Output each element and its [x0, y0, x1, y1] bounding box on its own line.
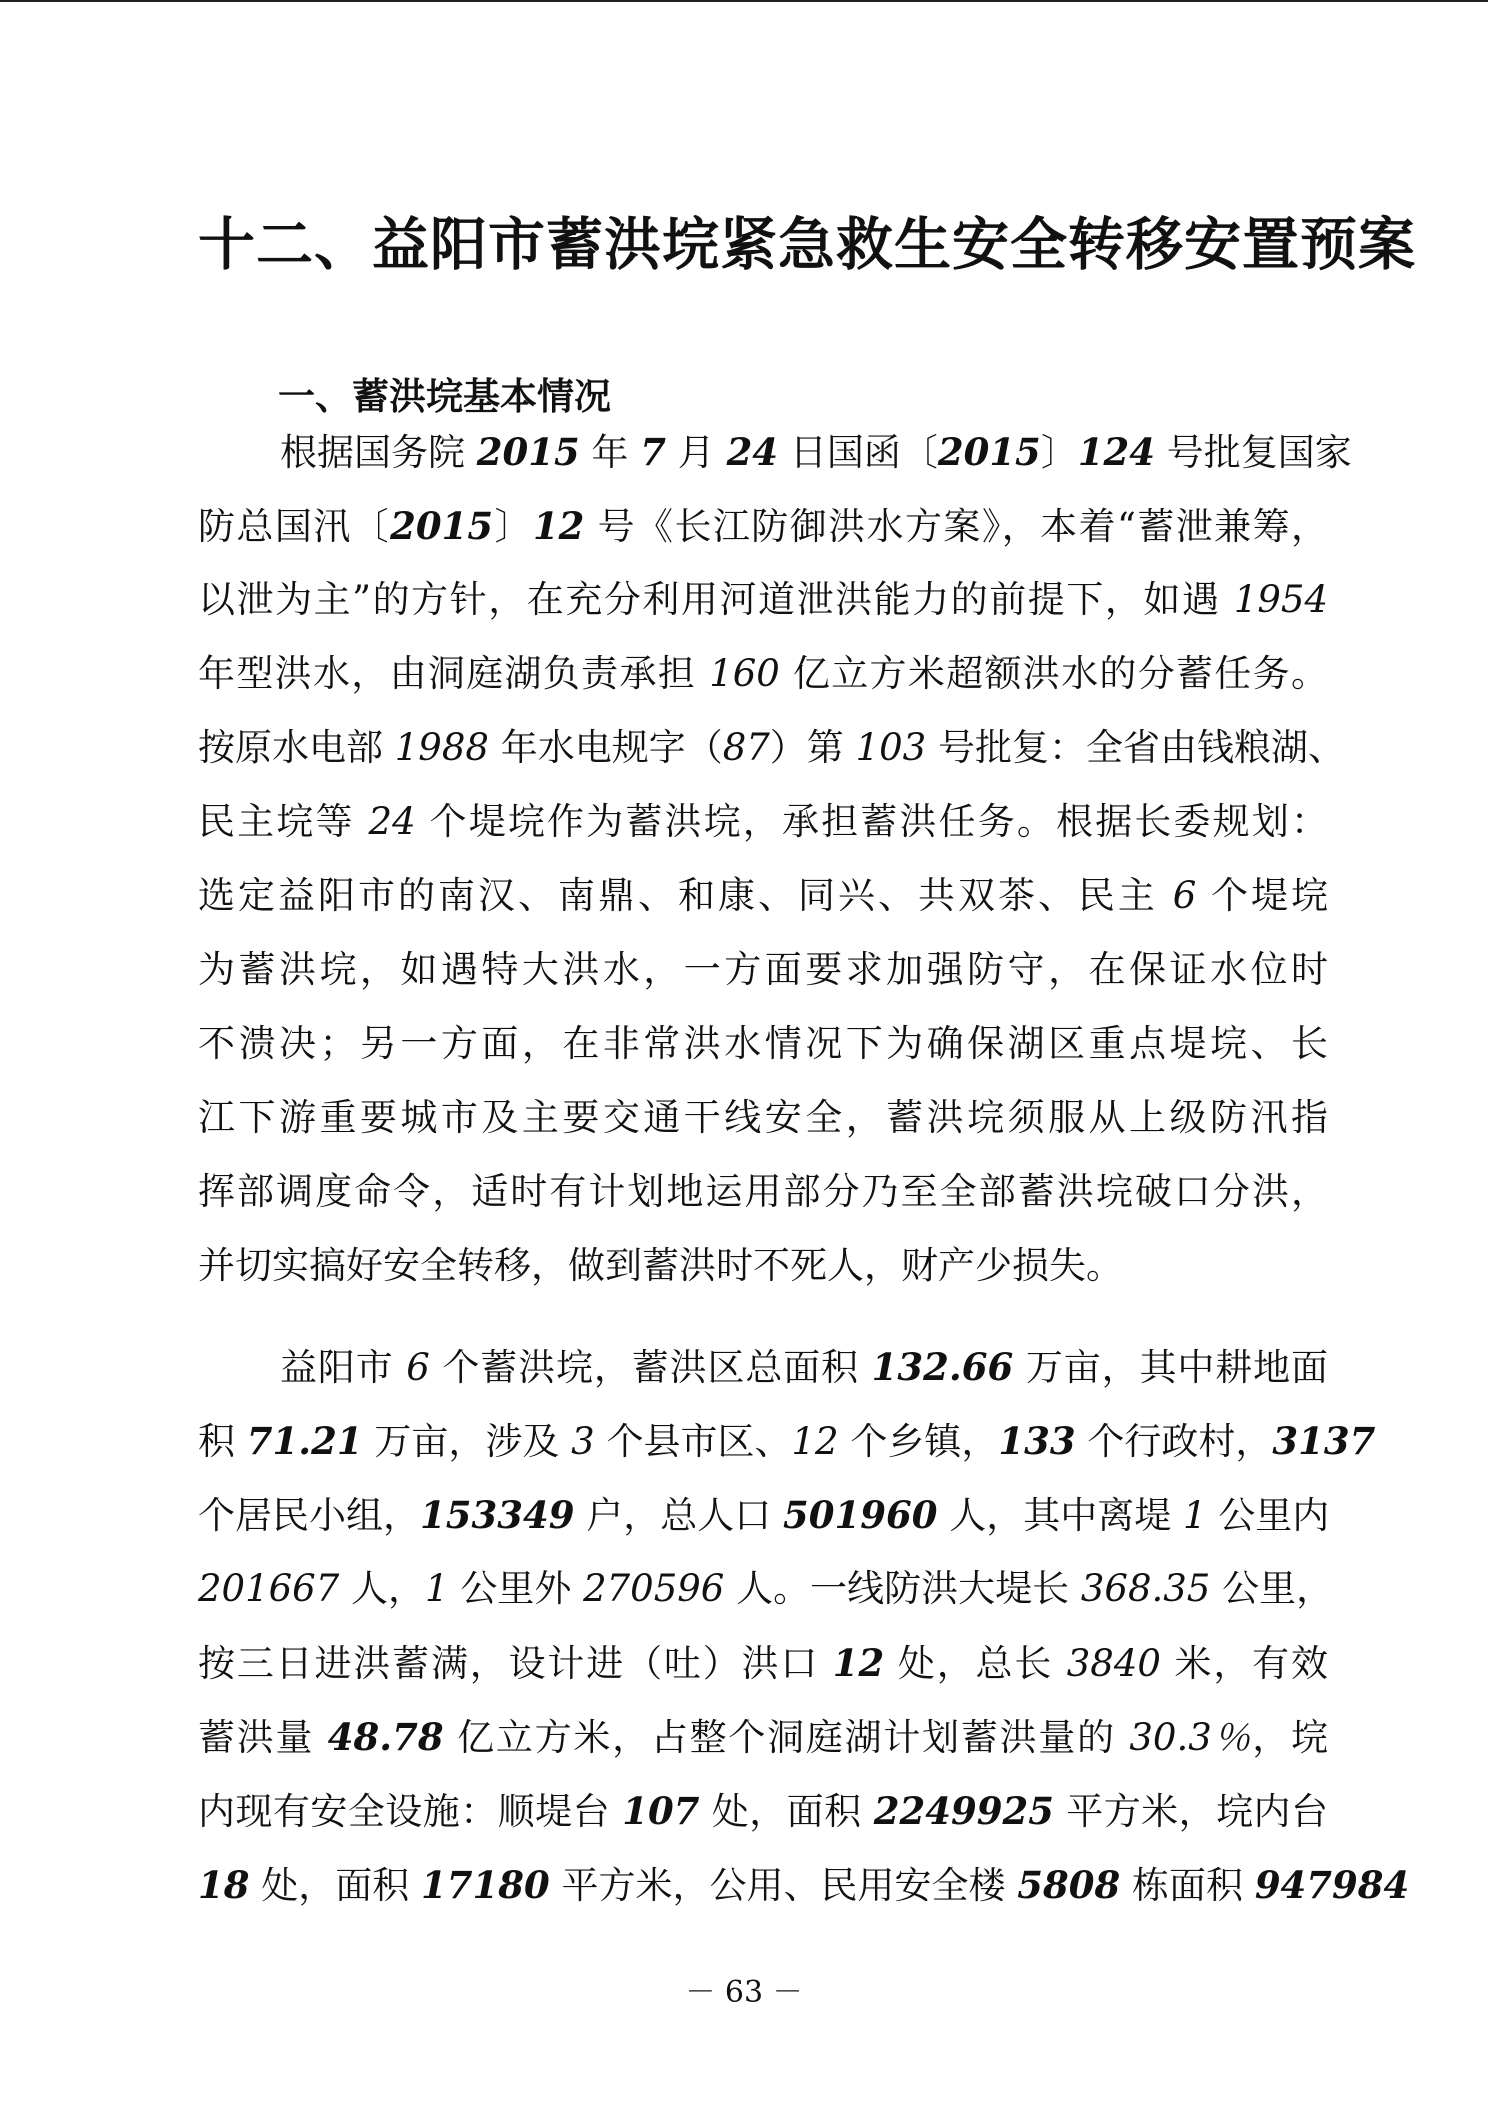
- text-run: 栋面积: [1120, 1864, 1255, 1907]
- text-line: [198, 1552, 1334, 1626]
- number-run: 132.66: [871, 1345, 1014, 1389]
- text-line: [198, 1330, 1328, 1404]
- text-line: [198, 1700, 1328, 1774]
- text-run: 民主垸等: [198, 800, 369, 843]
- number-run: 12: [832, 1641, 885, 1685]
- text-run: 万亩，涉及: [362, 1420, 572, 1463]
- text-run: 益阳市: [280, 1346, 407, 1389]
- text-line: [198, 1774, 1328, 1848]
- text-run: 人，其中离堤: [937, 1494, 1183, 1537]
- number-run: 12: [791, 1420, 839, 1463]
- text-run: 平方米，公用、民用安全楼: [549, 1864, 1018, 1907]
- text-line: [198, 1478, 1328, 1552]
- text-run: 根据国务院: [280, 431, 477, 474]
- text-run: 个居民小组，: [198, 1494, 420, 1537]
- number-run: 2015: [937, 430, 1041, 474]
- text-run: 米，有效: [1160, 1642, 1328, 1685]
- text-run: ）第: [769, 726, 856, 769]
- text-run: 亿立方米超额洪水的分蓄任务。: [779, 652, 1328, 695]
- number-run: 7: [640, 430, 667, 474]
- text-run: 号批复：全省由钱粮湖、: [926, 726, 1345, 769]
- number-run: 153349: [420, 1493, 575, 1537]
- text-run: 平方米，垸内台: [1054, 1790, 1328, 1833]
- text-line: [198, 711, 1345, 785]
- text-run: 挥部调度命令，适时有计划地运用部分乃至全部蓄洪垸破口分洪，: [198, 1170, 1328, 1213]
- text-run: ，垸: [1252, 1716, 1329, 1759]
- text-run: 处，面积: [699, 1790, 874, 1833]
- page-number: － 63 －: [685, 1975, 803, 2010]
- number-run: 18: [198, 1863, 250, 1907]
- text-run: 个行政村，: [1075, 1420, 1273, 1463]
- text-run: 〕: [493, 505, 533, 548]
- text-run: 按三日进洪蓄满，设计进（吐）洪口: [198, 1642, 833, 1685]
- text-run: 个乡镇，: [838, 1420, 999, 1463]
- text-run: 处，面积: [249, 1864, 422, 1907]
- paragraph-2: [198, 1330, 1410, 1922]
- number-run: 5808: [1017, 1863, 1121, 1907]
- text-run: 人。一线防洪大堤长: [724, 1567, 1081, 1610]
- number-run: 17180: [421, 1863, 550, 1907]
- number-run: 87: [722, 726, 770, 769]
- text-run: 年: [579, 431, 641, 474]
- number-run: 1988: [394, 726, 489, 769]
- section-heading: 一、蓄洪垸基本情况: [278, 375, 611, 418]
- text-line: [198, 637, 1328, 711]
- text-run: 选定益阳市的南汉、南鼎、和康、同兴、共双茶、民主: [198, 874, 1173, 917]
- text-run: 按原水电部: [198, 726, 395, 769]
- number-run: 107: [622, 1789, 700, 1833]
- text-line: [198, 785, 1328, 859]
- paragraph-1: [198, 415, 1352, 1303]
- text-run: 公里内: [1206, 1494, 1330, 1537]
- text-line: [198, 1848, 1410, 1922]
- text-run: 年水电规字（: [488, 726, 723, 769]
- text-run: 个县市区、: [594, 1420, 792, 1463]
- text-line: [198, 1404, 1376, 1478]
- text-run: 为蓄洪垸，如遇特大洪水，一方面要求加强防守，在保证水位时: [198, 948, 1328, 991]
- number-run: 3137: [1272, 1419, 1376, 1463]
- number-run: 24: [368, 800, 416, 843]
- number-run: 71.21: [246, 1419, 363, 1463]
- number-run: 368.35: [1080, 1567, 1211, 1610]
- number-run: 201667: [198, 1567, 340, 1610]
- text-run: 以泄为主”的方针，在充分利用河道泄洪能力的前提下，如遇: [198, 578, 1234, 621]
- number-run: 2015: [390, 504, 494, 548]
- text-line: [198, 489, 1328, 563]
- number-run: 30.3％: [1129, 1716, 1253, 1759]
- text-run: 蓄洪量: [198, 1716, 328, 1759]
- text-line: [198, 933, 1328, 1007]
- text-run: 并切实搞好安全转移，做到蓄洪时不死人，财产少损失。: [198, 1244, 1123, 1287]
- number-run: 2015: [476, 430, 580, 474]
- text-line: [198, 859, 1328, 933]
- number-run: 2249925: [873, 1789, 1055, 1833]
- text-run: 处，总长: [884, 1642, 1067, 1685]
- text-line: [198, 415, 1352, 489]
- number-run: 24: [726, 430, 779, 474]
- text-run: 人，: [339, 1567, 426, 1610]
- number-run: 6: [1172, 874, 1197, 917]
- text-run: 个蓄洪垸，蓄洪区总面积: [429, 1346, 872, 1389]
- text-run: 积: [198, 1420, 247, 1463]
- top-border-line: [0, 0, 1488, 2]
- text-run: 月: [666, 431, 727, 474]
- text-line: [198, 563, 1328, 637]
- number-run: 501960: [783, 1493, 938, 1537]
- number-run: 48.78: [327, 1715, 444, 1759]
- text-run: 江下游重要城市及主要交通干线安全，蓄洪垸须服从上级防汛指: [198, 1096, 1328, 1139]
- number-run: 133: [998, 1419, 1076, 1463]
- text-run: 公里外: [448, 1567, 584, 1610]
- text-run: 万亩，其中耕地面: [1013, 1346, 1328, 1389]
- text-run: 防总国汛〔: [198, 505, 391, 548]
- number-run: 160: [709, 652, 780, 695]
- text-run: 户，总人口: [574, 1494, 783, 1537]
- number-run: 3840: [1066, 1642, 1161, 1685]
- text-run: 内现有安全设施：顺堤台: [198, 1790, 623, 1833]
- text-run: 不溃决；另一方面，在非常洪水情况下为确保湖区重点堤垸、长: [198, 1022, 1328, 1065]
- number-run: 1954: [1233, 578, 1328, 621]
- number-run: 3: [571, 1420, 595, 1463]
- text-line: [198, 1007, 1328, 1081]
- text-line: [198, 1081, 1328, 1155]
- text-run: 个堤垸作为蓄洪垸，承担蓄洪任务。根据长委规划：: [415, 800, 1328, 843]
- text-run: 年型洪水，由洞庭湖负责承担: [198, 652, 710, 695]
- number-run: 1: [425, 1567, 449, 1610]
- number-run: 124: [1077, 430, 1156, 474]
- number-run: 12: [532, 504, 585, 548]
- text-run: 号《长江防御洪水方案》，本着“蓄泄兼筹，: [584, 505, 1329, 548]
- text-run: 〕: [1040, 431, 1078, 474]
- text-line: [198, 1626, 1328, 1700]
- number-run: 103: [855, 726, 927, 769]
- text-line: [198, 1155, 1328, 1229]
- number-run: 947984: [1254, 1863, 1410, 1907]
- number-run: 6: [406, 1346, 430, 1389]
- text-run: 日国函〔: [778, 431, 938, 474]
- text-run: 号批复国家: [1155, 431, 1352, 474]
- text-run: 亿立方米，占整个洞庭湖计划蓄洪量的: [443, 1716, 1130, 1759]
- text-run: 个堤垸: [1196, 874, 1329, 917]
- number-run: 1: [1183, 1494, 1207, 1537]
- text-line: [198, 1229, 1328, 1303]
- number-run: 270596: [583, 1567, 725, 1610]
- text-run: 公里，: [1210, 1567, 1334, 1610]
- page-title: 十二、益阳市蓄洪垸紧急救生安全转移安置预案: [198, 211, 1416, 278]
